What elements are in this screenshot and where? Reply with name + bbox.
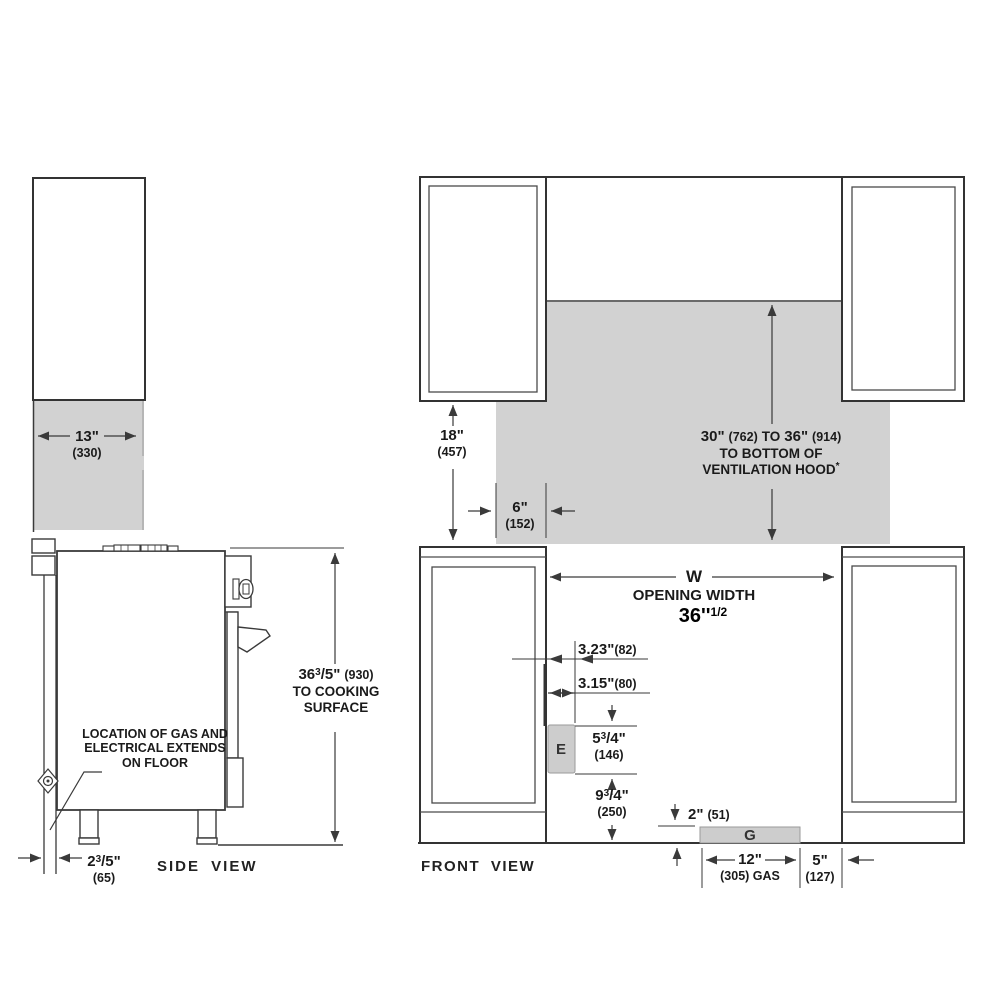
side-view-range-outline xyxy=(32,539,270,874)
dim-cooking-height-label: $36^3/5$" (930) TO COOKING SURFACE xyxy=(292,666,380,715)
gas-connection-icon xyxy=(38,769,58,793)
hood-clearance-label: 30" (762) TO 36" (914) TO BOTTOM OF VENTILATION HOOD* xyxy=(700,428,842,477)
dim-gas-width-label: 12" (305) GAS xyxy=(720,851,780,884)
dim-6-label: 6" (152) xyxy=(505,499,535,532)
dim-323-label: 3.23"(82) xyxy=(578,641,637,658)
gas-box-letter: G xyxy=(744,827,756,844)
dim-electrical-height-label: $5^3/4$" (146) xyxy=(592,730,626,763)
dim-gas-height-label: 2" (51) xyxy=(688,806,730,823)
side-view-wall-cabinet xyxy=(33,178,145,400)
opening-width-letter: W xyxy=(685,567,703,586)
dim-electrical-floor-label: $9^3/4$" (250) xyxy=(595,787,629,820)
dim-18-label: 18" (457) xyxy=(437,427,467,460)
dim-gas-side-label: 5" (127) xyxy=(805,852,835,885)
opening-width-label: OPENING WIDTH xyxy=(632,587,756,604)
front-view-gray-wall xyxy=(496,301,890,544)
side-view-label: SIDE VIEW xyxy=(157,858,258,875)
dim-cabinet-depth-label: 13" (330) xyxy=(72,428,102,461)
dim-315-label: 3.15"(80) xyxy=(578,675,637,692)
opening-width-value: $36''^{1/2}$ xyxy=(678,605,728,627)
side-view-gray-wall xyxy=(33,400,144,532)
dim-back-clearance-label: $2^3/5$" (65) xyxy=(87,853,121,886)
front-view-label: FRONT VIEW xyxy=(421,858,536,875)
electrical-box-letter: E xyxy=(555,741,567,758)
gas-electrical-note: LOCATION OF GAS AND ELECTRICAL EXTENDS ON FLOOR xyxy=(82,727,228,770)
